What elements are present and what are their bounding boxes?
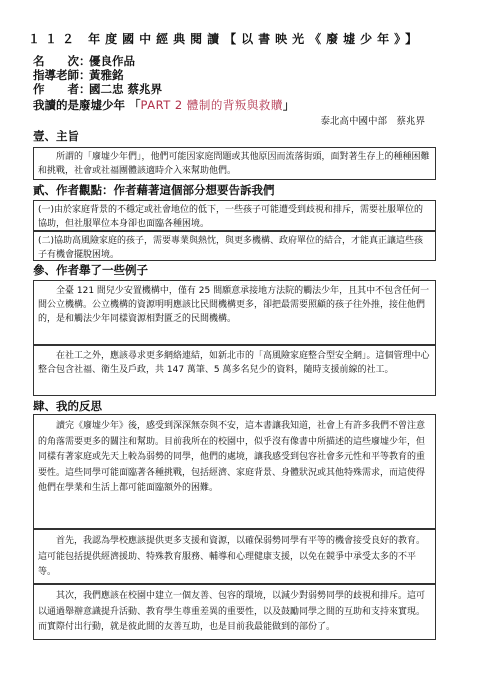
reflection-3-text: 其次，我們應該在校園中建立一個友善、包容的環境，以減少對弱勢同學的歧視和排斥。這可以通過舉辦意識提升活動、教育學生尊重差異的重要性，以及鼓勵同學之間的互助和支持來實現。而實際付出行動，就是彼此間的友善互助，也是目前我最能做到的部份了。 (38, 591, 426, 632)
example-box-2 (33, 345, 436, 396)
writer-label: 作 者： (33, 82, 91, 96)
section-2-heading: 貳、作者觀點：作者藉著這個部分想要告訴我們 (33, 183, 275, 197)
viewpoint-box-1 (33, 200, 436, 231)
rank-label: 名 次： (33, 54, 91, 68)
section-4-heading: 肆、我的反思 (33, 399, 102, 413)
topic-part: PART 2 體制的背叛與救贖 (140, 98, 283, 112)
viewpoint-1-text: (一)由於家庭背景的不穩定或社會地位的低下，一些孩子可能遭受到歧視和排斥，需要社服單位的協助，但社服單位本身卻也面臨各種困境。 (38, 205, 424, 229)
teacher-label: 指導老師： (33, 68, 91, 82)
document-title: １１２ 年度國中經典閱讀【以書映光《廢墟少年》】 (28, 32, 423, 46)
reflection-box-2 (33, 529, 436, 584)
topic-prefix: 我讀的是廢墟少年 「 (33, 98, 141, 112)
reflection-2-text: 首先，我認為學校應該提供更多支援和資源，以確保弱勢同學有平等的機會接受良好的教育。這可能包括提供經濟援助、特殊教育服務、輔導和心理健康支援，以免在競爭中承受太多的不平等。 (38, 536, 426, 577)
writer-line (33, 81, 162, 97)
author-line: 泰北高中國中部 蔡兆界 (320, 116, 425, 127)
writer-value: 國二忠 蔡兆界 (89, 82, 163, 96)
book-topic-line (33, 97, 294, 113)
rank-value: 優良作品 (89, 54, 135, 68)
summary-box (33, 147, 436, 180)
section-1-heading: 壹、主旨 (33, 129, 79, 143)
reflection-box-3 (33, 584, 436, 640)
example-box-1 (33, 280, 436, 345)
reflection-box-1 (33, 414, 436, 529)
section-3-heading: 參、作者舉了一些例子 (33, 263, 148, 277)
reflection-1-text: 讀完《廢墟少年》後，感受到深深無奈與不安，這本書讓我知道，社會上有許多我們不曾注意的角落需要更多的關注和幫助。目前我所在的校園中，似乎沒有像書中所描述的這些廢墟少年，但同樣有著家庭或先天上較為弱勢的同學，他們的處境，讓我感受到包容社會多元性和平等教育的重要性。這些同學可能面臨著各種挑戰，包括經濟、家庭背景、身體狀況或其他特殊需求，而這使得他們在學業和生活上都可能面臨額外的困難。 (38, 421, 426, 493)
summary-text: 所謂的「廢墟少年們」，他們可能因家庭問題或其他原因而流落街頭，面對著生存上的種種困難和挑戰，社會或社福團體該適時介入來幫助他們。 (38, 152, 430, 176)
example-2-text: 在社工之外，應該尋求更多網絡連結，如新北市的「高風險家庭整合型安全網」。這個管理中心整合包含社福、衛生及戶政，共 147 萬筆、5 萬多名兒少的資料，隨時支援前線的社工。 (38, 351, 430, 375)
viewpoint-box-2 (33, 231, 436, 261)
viewpoint-2-text: (二)協助高風險家庭的孩子，需要專業與熱忱，與更多機構、政府單位的結合，才能真正讓這些孩子有機會擺脫困境。 (38, 236, 424, 260)
teacher-value: 黃雅銘 (89, 68, 124, 82)
example-1-text: 全臺 121 間兒少安置機構中，僅有 25 間願意承接地方法院的觸法少年，且其中不包含任何一間公立機構。公立機構的資源明明應該比民間機構更多，卻把最需要照顧的孩子往外推，接住他們的，是和觸法少年同樣資源相對匱乏的民間機構。 (38, 286, 430, 324)
topic-suffix: 」 (282, 98, 295, 112)
